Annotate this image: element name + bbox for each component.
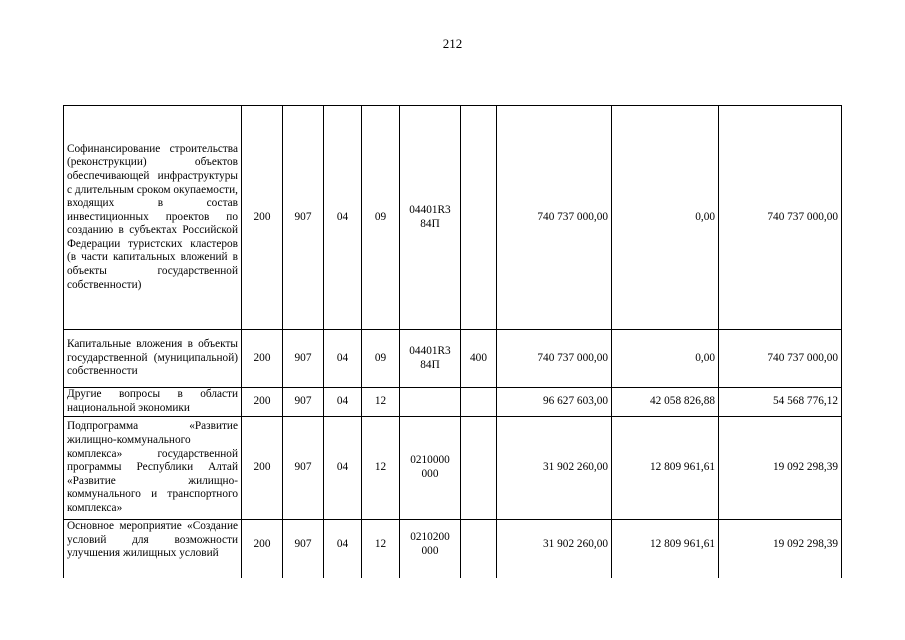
table-row	[64, 106, 842, 330]
cell-sum2: 12 809 961,61	[612, 520, 719, 578]
cell-vr	[461, 106, 497, 330]
cell-sum1: 740 737 000,00	[497, 330, 612, 388]
cell-sum3: 19 092 298,39	[719, 520, 842, 578]
page-number: 212	[442, 36, 463, 51]
cell-col1: 200	[242, 330, 283, 388]
cell-sum2: 0,00	[612, 330, 719, 388]
cell-col4: 09	[362, 330, 400, 388]
cell-sum3: 19 092 298,39	[719, 417, 842, 520]
cell-code: 0210200 000	[400, 520, 461, 578]
cell-sum1: 740 737 000,00	[497, 106, 612, 330]
cell-col2: 907	[283, 330, 324, 388]
cell-sum3: 54 568 776,12	[719, 388, 842, 417]
row-name: Подпрограмма «Развитие жилищно-коммунального комплекса» государственной программы Республики Алтай «Развитие жилищно-коммунального и транспортного комплекса»	[64, 417, 242, 520]
cell-col1: 200	[242, 106, 283, 330]
cell-vr	[461, 388, 497, 417]
cell-vr	[461, 417, 497, 520]
cell-sum2: 12 809 961,61	[612, 417, 719, 520]
cell-col2: 907	[283, 417, 324, 520]
cell-sum1: 31 902 260,00	[497, 417, 612, 520]
cell-sum2: 0,00	[612, 106, 719, 330]
cell-col3: 04	[324, 520, 362, 578]
table-row	[64, 520, 842, 578]
cell-col4: 12	[362, 520, 400, 578]
cell-sum1: 96 627 603,00	[497, 388, 612, 417]
cell-col4: 09	[362, 106, 400, 330]
cell-col3: 04	[324, 417, 362, 520]
cell-col2: 907	[283, 106, 324, 330]
cell-code: 04401R3 84П	[400, 330, 461, 388]
cell-sum2: 42 058 826,88	[612, 388, 719, 417]
row-name: Другие вопросы в области национальной экономики	[64, 388, 242, 417]
cell-col1: 200	[242, 520, 283, 578]
cell-code: 0210000 000	[400, 417, 461, 520]
cell-col1: 200	[242, 417, 283, 520]
row-name: Основное мероприятие «Создание условий для возможности улучшения жилищных условий	[64, 520, 242, 578]
cell-col2: 907	[283, 388, 324, 417]
cell-col3: 04	[324, 388, 362, 417]
table-row	[64, 417, 842, 520]
cell-col3: 04	[324, 330, 362, 388]
cell-col1: 200	[242, 388, 283, 417]
cell-col4: 12	[362, 388, 400, 417]
cell-col4: 12	[362, 417, 400, 520]
cell-sum3: 740 737 000,00	[719, 106, 842, 330]
row-name: Софинансирование строительства (реконструкции) объектов обеспечивающей инфраструктуры с длительным сроком окупаемости, входящих в состав инвестиционных проектов по созданию в субъектах Российской Федерации туристских кластеров (в части капитальных вложений в объекты государственной собственности)	[64, 106, 242, 330]
row-name: Капитальные вложения в объекты государственной (муниципальной) собственности	[64, 330, 242, 388]
cell-col2: 907	[283, 520, 324, 578]
cell-code: 04401R3 84П	[400, 106, 461, 330]
table-row	[64, 330, 842, 388]
cell-code	[400, 388, 461, 417]
cell-vr: 400	[461, 330, 497, 388]
cell-sum3: 740 737 000,00	[719, 330, 842, 388]
cell-sum1: 31 902 260,00	[497, 520, 612, 578]
cell-vr	[461, 520, 497, 578]
budget-table	[63, 105, 842, 578]
table-row	[64, 388, 842, 417]
cell-col3: 04	[324, 106, 362, 330]
